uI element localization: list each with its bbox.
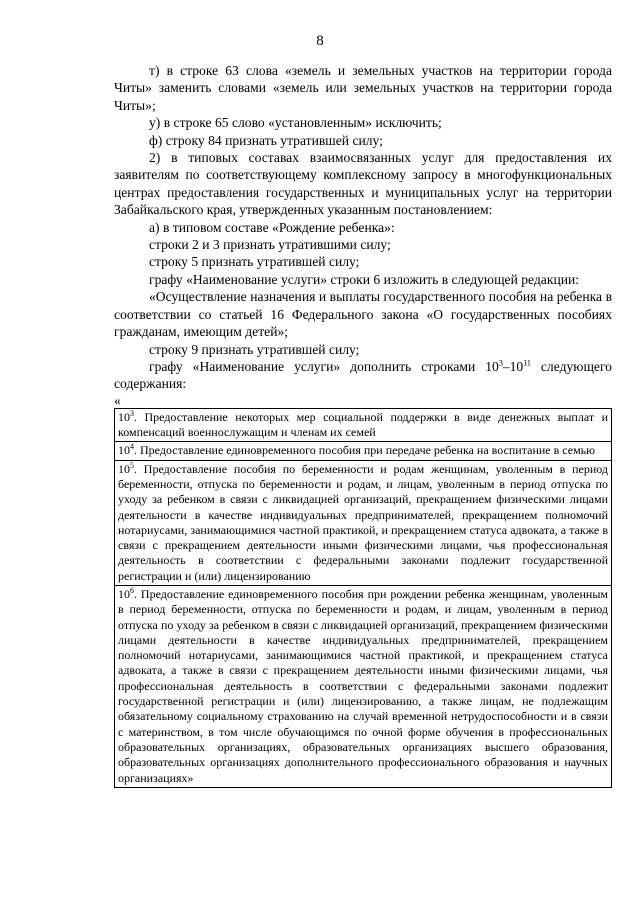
paragraph-row-9: строку 9 признать утратившей силу; bbox=[149, 341, 360, 357]
row-number: 10 bbox=[118, 586, 130, 601]
add-rows-sup-end: 11 bbox=[523, 358, 531, 368]
table-cell bbox=[115, 442, 612, 460]
row-number: 10 bbox=[118, 461, 130, 476]
paragraph-quote: «Осуществление назначения и выплаты государственного пособия на ребенка в соответствии со статьей 16 Федерального закона «О государственных пособиях гражданам, имеющим детей»; bbox=[114, 289, 612, 340]
table-row bbox=[115, 442, 612, 460]
add-rows-text: графу «Наименование услуги» дополнить строками 10 bbox=[149, 358, 499, 374]
row-text: . Предоставление некоторых мер социальной поддержки в виде денежных выплат и компенсаций военнослужащим и членам их семей bbox=[118, 409, 608, 440]
paragraph-f: ф) строку 84 признать утратившей силу; bbox=[149, 132, 383, 148]
paragraph-row-6: графу «Наименование услуги» строки 6 изложить в следующей редакции: bbox=[149, 271, 580, 287]
row-text: . Предоставление единовременного пособия при передаче ребенка на воспитание в семью bbox=[134, 443, 596, 458]
page-number: 8 bbox=[316, 33, 324, 49]
row-text: . Предоставление единовременного пособия при рождении ребенка женщинам, уволенным в период беременности, отпуска по беременности и родам, и лицам, уволенным в период отпуска по уходу за ребенком в связи с ликвидацией организаций, прекращением физическими лицами деятельности в качестве индивидуальных предпринимателей, прекращением полномочий нотариусами, занимающимися частной практикой, и прекращением статуса адвоката, а также в связи с прекращением деятельности иными физическими лицами, чья профессиональная деятельность в соответствии с федеральными законами подлежит государственной регистрации и (или) лицензированию, а также лицам, не подлежащим обязательному социальному страхованию на случай временной нетрудоспособности и в связи с материнством, в том числе обучающимся по очной форме обучения в профессиональных образовательных организациях, образовательных организациях высшего образования, образовательных организациях дополнительного профессионального образования и научных организациях» bbox=[118, 586, 608, 785]
paragraph-add-rows bbox=[114, 358, 612, 393]
paragraph-rows-2-3: строки 2 и 3 признать утратившими силу; bbox=[149, 237, 391, 253]
add-rows-sup-start: 3 bbox=[498, 358, 503, 368]
row-number-sup: 6 bbox=[130, 585, 134, 595]
table-row bbox=[115, 460, 612, 585]
paragraph-a: а) в типовом составе «Рождение ребенка»: bbox=[149, 219, 395, 235]
paragraph-row-5: строку 5 признать утратившей силу; bbox=[149, 254, 360, 270]
row-text: . Предоставление пособия по беременности и родам женщинам, уволенным в период беременности, отпуска по беременности и родам, и лицам, уволенным в период отпуска по уходу за ребенком в связи с ликвидацией организаций, прекращением физическими лицами деятельности в качестве индивидуальных предпринимателей, прекращением полномочий нотариусами, занимающимися частной практикой, и прекращением статуса адвоката, а также в связи с прекращением деятельности иными физическими лицами, чья профессиональная деятельность в соответствии с федеральными законами подлежит государственной регистрации и (или) лицензированию bbox=[118, 461, 608, 583]
row-number-sup: 4 bbox=[130, 442, 134, 452]
table-row bbox=[115, 408, 612, 442]
document-body bbox=[114, 62, 612, 788]
paragraph-t: т) в строке 63 слова «земель и земельных участков на территории города Читы» заменить словами «земель или земельных участков на территории города Читы»; bbox=[114, 63, 612, 113]
table-cell bbox=[115, 408, 612, 442]
table-row bbox=[115, 585, 612, 787]
row-number: 10 bbox=[118, 443, 130, 458]
row-number-sup: 3 bbox=[130, 408, 134, 418]
row-number: 10 bbox=[118, 409, 130, 424]
add-rows-tail: следующего содержания: bbox=[114, 358, 612, 392]
open-quote: « bbox=[114, 392, 121, 408]
table-cell bbox=[115, 585, 612, 787]
table-cell bbox=[115, 460, 612, 585]
add-rows-dash: –10 bbox=[502, 358, 524, 374]
row-number-sup: 5 bbox=[130, 460, 134, 470]
paragraph-2: 2) в типовых составах взаимосвязанных услуг для предоставления их заявителям по соответствующему комплексному запросу в многофункциональных центрах предоставления государственных и муниципальных услуг на территории Забайкальского края, утвержденных указанным постановлением: bbox=[114, 150, 612, 218]
paragraph-u: у) в строке 65 слово «установленным» исключить; bbox=[149, 115, 442, 131]
services-table bbox=[114, 408, 612, 788]
